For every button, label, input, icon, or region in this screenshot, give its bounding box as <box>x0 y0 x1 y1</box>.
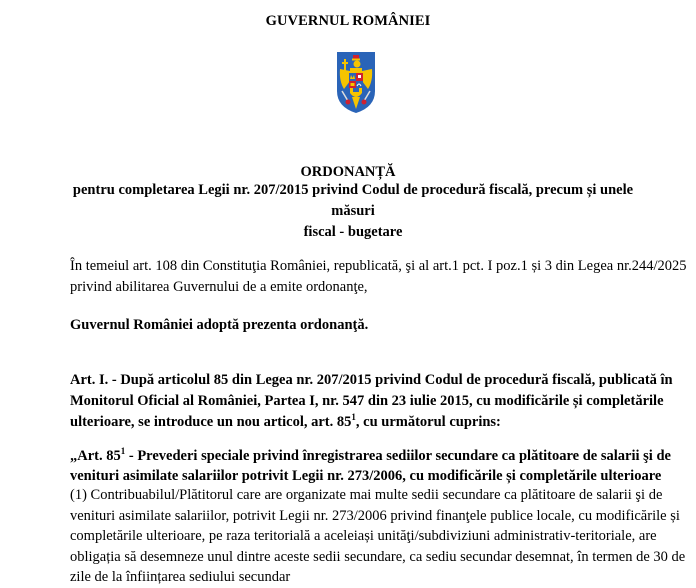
superscript: 1 <box>120 446 126 456</box>
heading-text: „Art. 85 <box>70 448 121 464</box>
preamble-line: privind abilitarea Guvernului de a emite ordonanţe, <box>70 279 368 295</box>
article-1-line: Art. I. - După articolul 85 din Legea nr. 207/2015 privind Codul de procedură fiscală, publicată în <box>70 372 673 388</box>
paragraph-line: zile de la înființarea sediului secundar <box>70 569 291 585</box>
article-1-line <box>70 412 630 433</box>
superscript: 1 <box>351 412 356 422</box>
article-1 <box>70 370 673 433</box>
subtitle-line: pentru completarea Legii nr. 207/2015 privind Codul de procedură fiscală, precum și unele măsuri <box>72 182 634 219</box>
document-subtitle <box>70 180 636 243</box>
heading-line <box>70 446 671 466</box>
article-85-1-paragraph-1 <box>70 485 686 588</box>
preamble-line: În temeiul art. 108 din Constituţia României, republicată, şi al art.1 pct. I poz.1 și 3 din Legea nr.244/2025 <box>70 258 687 274</box>
heading-text: - Prevederi speciale privind înregistrarea sediilor secundare ca plătitoare de salarii şi de <box>125 448 671 464</box>
article-1-line: Monitorul Oficial al României, Partea I, nr. 547 din 23 iulie 2015, cu modificările și completările <box>70 393 664 409</box>
preamble-paragraph <box>70 256 687 298</box>
government-heading: GUVERNUL ROMÂNIEI <box>265 13 431 29</box>
article-1-text: ulterioare, se introduce un nou articol, art. 85 <box>70 414 352 430</box>
article-85-1-heading <box>70 446 671 486</box>
article-1-text: , cu următorul cuprins: <box>355 414 501 430</box>
document-type-title: ORDONANȚĂ <box>300 164 396 180</box>
heading-line: venituri asimilate salariilor potrivit Legii nr. 273/2006, cu modificările și completările ulterioare <box>70 468 662 484</box>
paragraph-line: obligația să desemneze unul dintre aceste sedii secundare, ca sediu secundar desemnat, în termen de 30 de <box>70 548 686 565</box>
coat-of-arms-icon <box>336 51 376 114</box>
adoption-statement <box>70 315 630 336</box>
paragraph-line: completările ulterioare, pe raza teritorială a aceleiași unităţi/subdiviziuni administrativ-teritoriale, are <box>70 528 657 544</box>
subtitle-line: fiscal - bugetare <box>303 224 403 240</box>
adoption-line: Guvernul României adoptă prezenta ordonanţă. <box>70 317 369 333</box>
paragraph-line: venituri asimilate salariilor, potrivit Legii nr. 273/2006 privind finanţele publice locale, cu modificările și <box>70 507 680 524</box>
paragraph-line: (1) Contribuabilul/Plătitorul care are organizate mai multe sedii secundare ca plătitoare de salarii şi de <box>70 487 663 503</box>
